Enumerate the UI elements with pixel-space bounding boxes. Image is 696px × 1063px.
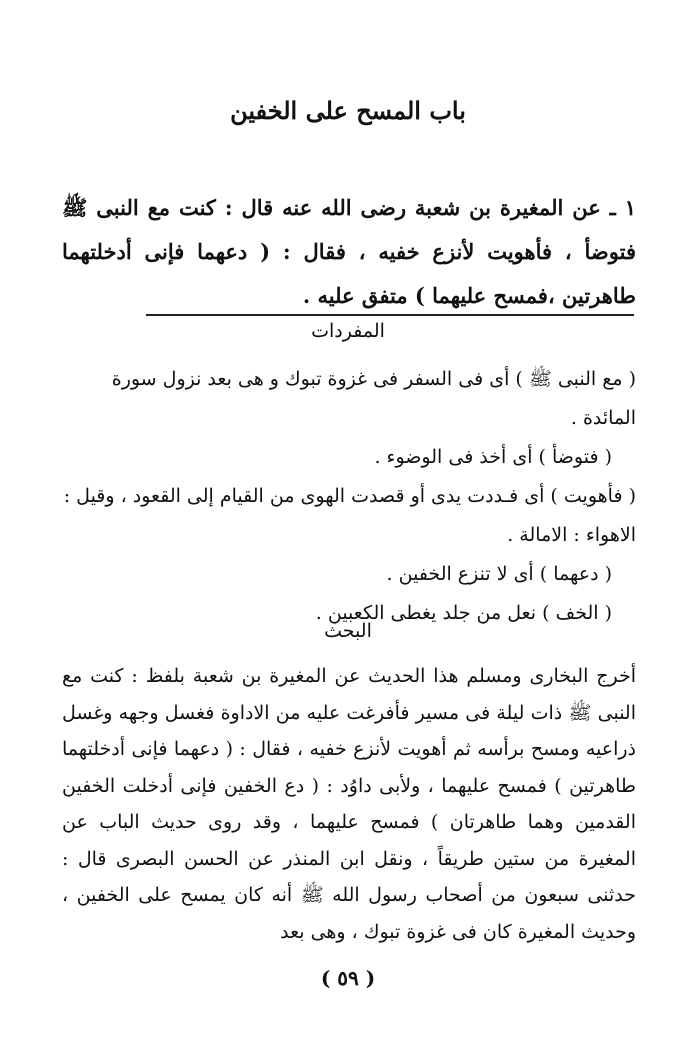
discussion-text: أخرج البخارى ومسلم هذا الحديث عن المغيرة بن شعبة بلفظ : كنت مع النبى ﷺ ذات ليلة فى مسير فأفرغت عليه من الاداوة فغسل وجهه وغسل ذراعيه ومسح برأسه ثم أهويت لأنزع خفيه ، فقال : ( دعهما فإنى أدخلتهما طاهرتين ) فمسح عليهما ، ولأبى داوُد : ( دع الخفين فإنى أدخلت الخفين القدمين وهما طاهرتان ) فمسح عليهما ، وقد روى حديث الباب عن المغيرة من ستين طريقاً ، ونقل ابن المنذر عن الحسن البصرى قال : حدثنى سبعون من أصحاب رسول الله ﷺ أنه كان يمسح على الخفين ، وحديث المغيرة كان فى غزوة تبوك ، وهى بعد xyxy=(62,665,636,943)
divider-line xyxy=(146,314,634,316)
vocabulary-list xyxy=(62,360,636,633)
vocab-entry: ( الخف ) نعل من جلد يغطى الكعبين . xyxy=(315,602,612,624)
vocab-entry: ( فتوضأ ) أى أخذ فى الوضوء . xyxy=(374,446,612,468)
hadith-number: ١ ـ xyxy=(609,195,637,220)
discussion-block xyxy=(62,658,636,950)
vocab-entry: ( مع النبى ﷺ ) أى فى السفر فى غزوة تبوك و هى بعد نزول سورة المائدة . xyxy=(111,368,636,429)
vocab-entry: ( فأهويت ) أى فـددت يدى أو قصدت الهوى من القيام إلى القعود ، وقيل : الاهواء : الامالة . xyxy=(63,485,636,546)
vocab-entry: ( دعهما ) أى لا تنزع الخفين . xyxy=(386,563,612,585)
chapter-title: باب المسح على الخفين xyxy=(230,96,466,125)
vocabulary-heading: المفردات xyxy=(311,320,385,342)
discussion-heading: البحث xyxy=(324,620,372,642)
hadith-text: عن المغيرة بن شعبة رضى الله عنه قال : كنت مع النبى ﷺ فتوضأ ، فأهويت لأنزع خفيه ، فقال : ( دعهما فإنى أدخلتهما طاهرتين ،فمسح عليهما ) متفق عليه . xyxy=(62,195,636,308)
page-number: ( ٥٩ ) xyxy=(320,966,376,990)
hadith-block xyxy=(62,186,636,318)
